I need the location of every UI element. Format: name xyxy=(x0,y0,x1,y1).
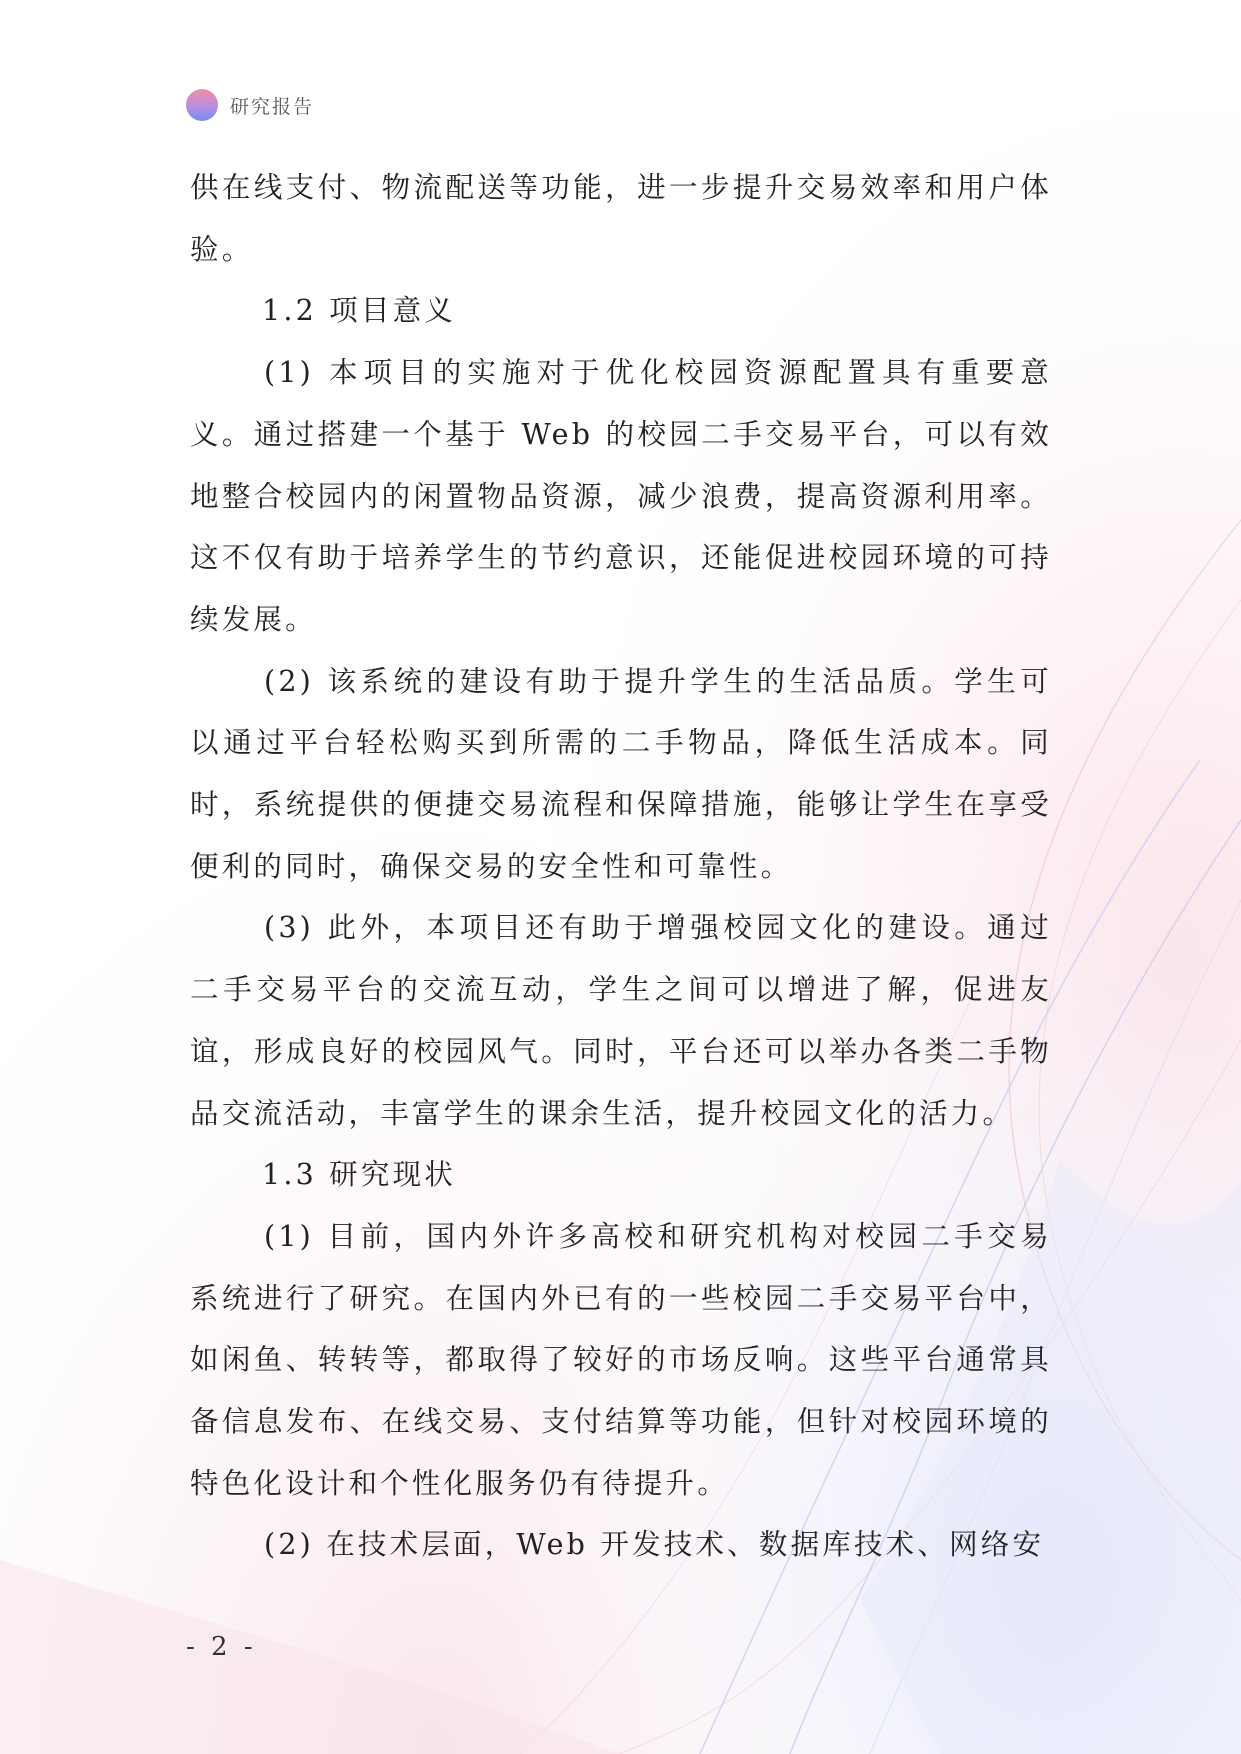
paragraph-significance-2: (2) 该系统的建设有助于提升学生的生活品质。学生可以通过平台轻松购买到所需的二手物品，降低生活成本。同时，系统提供的便捷交易流程和保障措施，能够让学生在享受便利的同时，确保交易的安全性和可靠性。 xyxy=(190,664,1052,883)
paragraph-significance-3: (3) 此外，本项目还有助于增强校园文化的建设。通过二手交易平台的交流互动，学生之间可以增进了解，促进友谊，形成良好的校园风气。同时，平台还可以举办各类二手物品交流活动，丰富学生的课余生活，提升校园文化的活力。 xyxy=(190,911,1052,1130)
header-logo-dot xyxy=(186,89,218,121)
paragraph-status-1: (1) 目前，国内外许多高校和研究机构对校园二手交易系统进行了研究。在国内外已有的一些校园二手交易平台中，如闲鱼、转转等，都取得了较好的市场反响。这些平台通常具备信息发布、在线交易、支付结算等功能，但针对校园环境的特色化设计和个性化服务仍有待提升。 xyxy=(190,1219,1052,1500)
paragraph-continuation: 供在线支付、物流配送等功能，进一步提升交易效率和用户体验。 xyxy=(190,171,1052,266)
paragraph-significance-1: (1) 本项目的实施对于优化校园资源配置具有重要意义。通过搭建一个基于 Web 的校园二手交易平台，可以有效地整合校园内的闲置物品资源，减少浪费，提高资源利用率。这不仅有助于培养学生的节约意识，还能促进校园环境的可持续发展。 xyxy=(190,356,1052,636)
paragraph-status-2: (2) 在技术层面，Web 开发技术、数据库技术、网络安 xyxy=(264,1528,1045,1562)
document-body xyxy=(190,157,1052,1576)
page-number: - 2 - xyxy=(186,1632,257,1662)
page-header xyxy=(186,88,314,122)
section-heading-1-2: 1.2 项目意义 xyxy=(262,294,456,328)
section-heading-1-3: 1.3 研究现状 xyxy=(262,1158,456,1192)
header-title: 研究报告 xyxy=(230,95,315,118)
